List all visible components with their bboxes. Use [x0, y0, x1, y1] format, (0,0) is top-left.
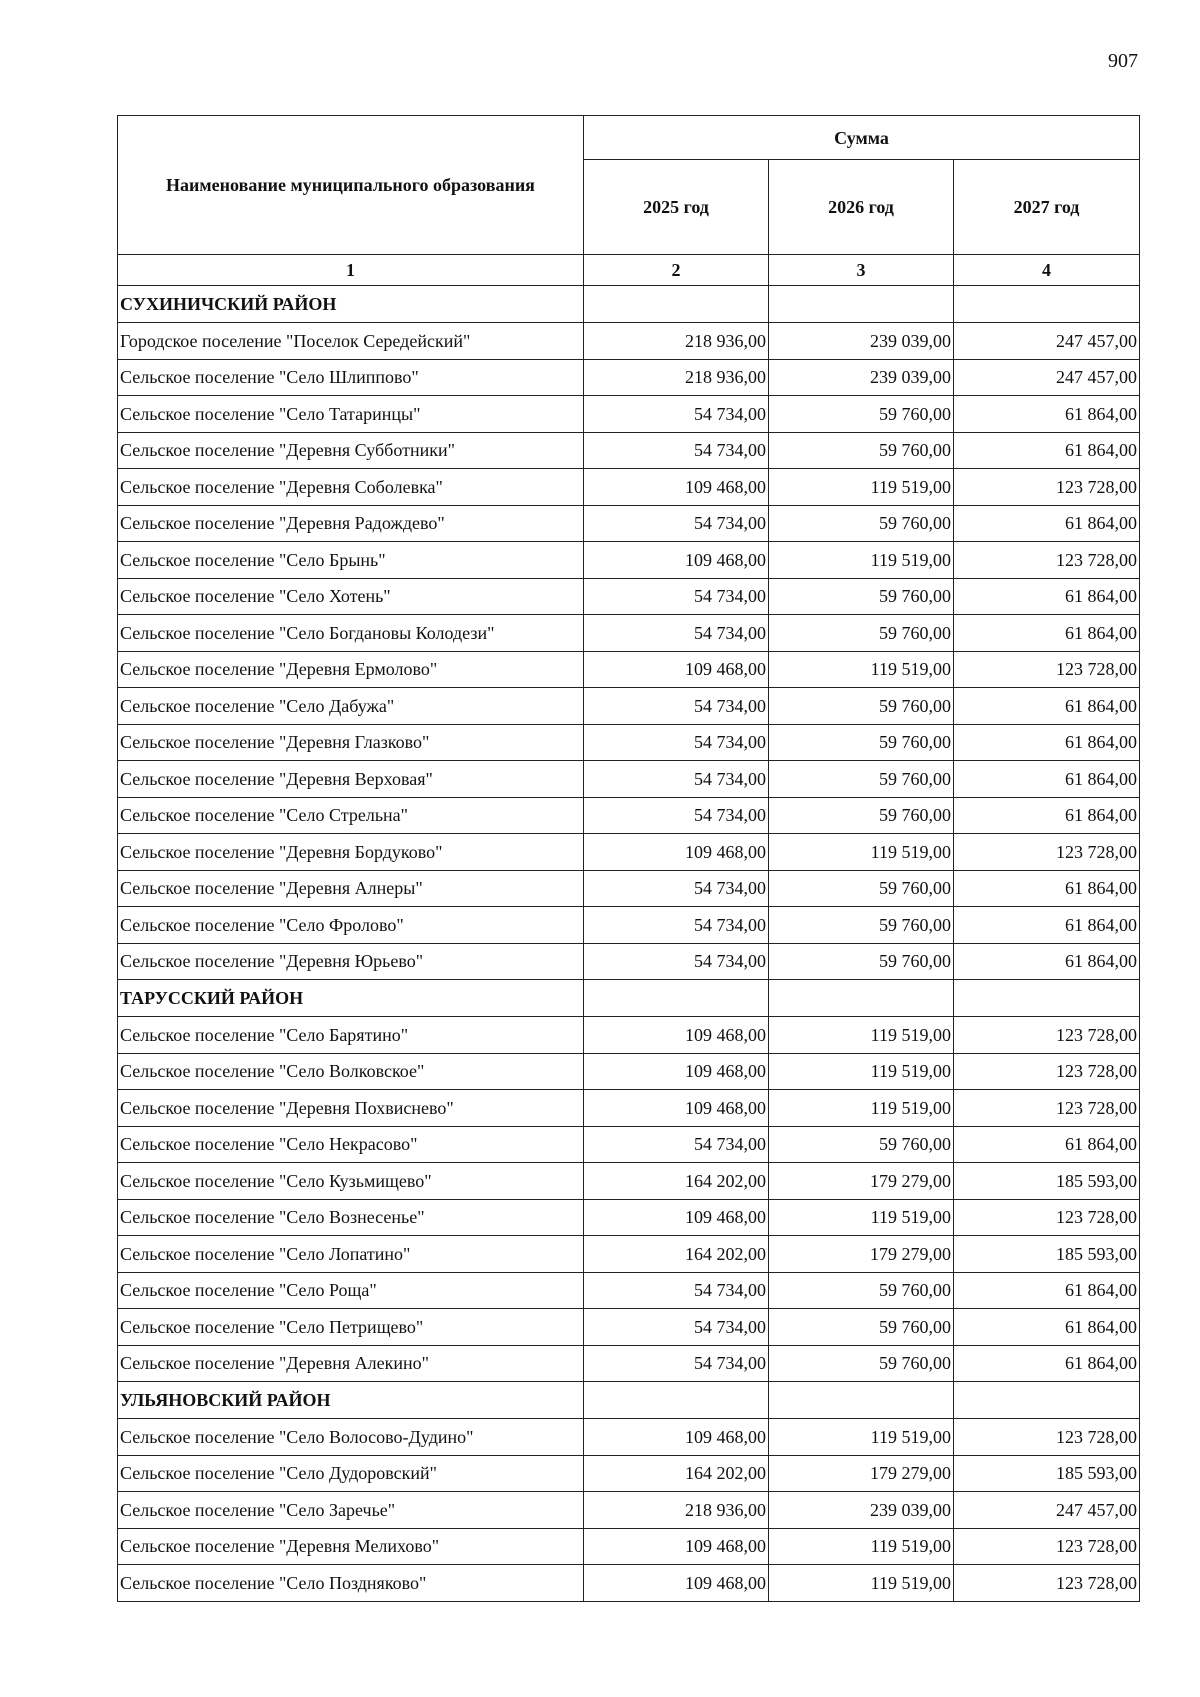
municipality-name: Сельское поселение "Село Заречье" — [118, 1492, 584, 1529]
header-year-2026: 2026 год — [769, 160, 954, 255]
municipality-name: Сельское поселение "Село Стрельна" — [118, 797, 584, 834]
amount-2027: 61 864,00 — [954, 615, 1140, 652]
municipality-name: Сельское поселение "Деревня Алнеры" — [118, 870, 584, 907]
municipality-name: Сельское поселение "Село Петрищево" — [118, 1309, 584, 1346]
municipality-name: Сельское поселение "Село Вознесенье" — [118, 1199, 584, 1236]
table-row — [118, 1528, 1140, 1565]
table-row — [118, 1163, 1140, 1200]
header-year-2027: 2027 год — [954, 160, 1140, 255]
table-row — [118, 1053, 1140, 1090]
municipality-name: Сельское поселение "Село Барятино" — [118, 1017, 584, 1054]
amount-2026: 119 519,00 — [769, 1528, 954, 1565]
amount-2025: 164 202,00 — [584, 1163, 769, 1200]
amount-2026: 179 279,00 — [769, 1236, 954, 1273]
municipality-name: Сельское поселение "Деревня Радождево" — [118, 505, 584, 542]
table-row — [118, 615, 1140, 652]
amount-2025: 109 468,00 — [584, 651, 769, 688]
municipality-name: Сельское поселение "Деревня Ермолово" — [118, 651, 584, 688]
empty-cell — [584, 1382, 769, 1419]
district-row — [118, 980, 1140, 1017]
table-row — [118, 1419, 1140, 1456]
municipality-name: Городское поселение "Поселок Середейский" — [118, 323, 584, 360]
amount-2026: 119 519,00 — [769, 1053, 954, 1090]
column-number: 2 — [584, 255, 769, 286]
amount-2026: 59 760,00 — [769, 505, 954, 542]
header-municipality-name: Наименование муниципального образования — [118, 116, 584, 255]
amount-2025: 218 936,00 — [584, 1492, 769, 1529]
amount-2027: 123 728,00 — [954, 1090, 1140, 1127]
amount-2025: 54 734,00 — [584, 943, 769, 980]
amount-2027: 61 864,00 — [954, 1309, 1140, 1346]
table-row — [118, 1272, 1140, 1309]
amount-2027: 61 864,00 — [954, 432, 1140, 469]
table-row — [118, 1455, 1140, 1492]
amount-2027: 123 728,00 — [954, 1199, 1140, 1236]
amount-2025: 54 734,00 — [584, 1272, 769, 1309]
table-row — [118, 1199, 1140, 1236]
table-row — [118, 761, 1140, 798]
amount-2025: 54 734,00 — [584, 396, 769, 433]
municipality-name: Сельское поселение "Село Татаринцы" — [118, 396, 584, 433]
amount-2026: 179 279,00 — [769, 1163, 954, 1200]
amount-2025: 54 734,00 — [584, 615, 769, 652]
amount-2027: 185 593,00 — [954, 1455, 1140, 1492]
amount-2026: 119 519,00 — [769, 834, 954, 871]
municipality-name: Сельское поселение "Село Дудоровский" — [118, 1455, 584, 1492]
header-sum: Сумма — [584, 116, 1140, 160]
amount-2027: 61 864,00 — [954, 688, 1140, 725]
empty-cell — [769, 980, 954, 1017]
amount-2025: 54 734,00 — [584, 797, 769, 834]
amount-2025: 109 468,00 — [584, 469, 769, 506]
table-row — [118, 1236, 1140, 1273]
amount-2027: 61 864,00 — [954, 578, 1140, 615]
amount-2027: 123 728,00 — [954, 542, 1140, 579]
municipality-name: Сельское поселение "Село Лопатино" — [118, 1236, 584, 1273]
municipality-name: Сельское поселение "Деревня Глазково" — [118, 724, 584, 761]
amount-2025: 54 734,00 — [584, 688, 769, 725]
amount-2026: 59 760,00 — [769, 797, 954, 834]
amount-2025: 109 468,00 — [584, 1528, 769, 1565]
municipality-name: Сельское поселение "Деревня Верховая" — [118, 761, 584, 798]
district-name: ТАРУССКИЙ РАЙОН — [118, 980, 584, 1017]
municipality-name: Сельское поселение "Село Шлиппово" — [118, 359, 584, 396]
table-row — [118, 651, 1140, 688]
amount-2027: 61 864,00 — [954, 1126, 1140, 1163]
municipality-name: Сельское поселение "Деревня Бордуково" — [118, 834, 584, 871]
amount-2025: 164 202,00 — [584, 1236, 769, 1273]
amount-2025: 109 468,00 — [584, 1199, 769, 1236]
municipality-name: Сельское поселение "Село Дабужа" — [118, 688, 584, 725]
municipality-name: Сельское поселение "Село Роща" — [118, 1272, 584, 1309]
amount-2027: 61 864,00 — [954, 870, 1140, 907]
empty-cell — [584, 286, 769, 323]
amount-2027: 61 864,00 — [954, 505, 1140, 542]
empty-cell — [769, 286, 954, 323]
municipality-name: Сельское поселение "Село Волосово-Дудино" — [118, 1419, 584, 1456]
amount-2026: 239 039,00 — [769, 1492, 954, 1529]
municipality-name: Сельское поселение "Деревня Юрьево" — [118, 943, 584, 980]
amount-2025: 109 468,00 — [584, 1090, 769, 1127]
amount-2026: 59 760,00 — [769, 1126, 954, 1163]
table-row — [118, 1126, 1140, 1163]
amount-2027: 247 457,00 — [954, 359, 1140, 396]
amount-2027: 61 864,00 — [954, 797, 1140, 834]
amount-2027: 123 728,00 — [954, 1528, 1140, 1565]
amount-2027: 185 593,00 — [954, 1236, 1140, 1273]
amount-2026: 59 760,00 — [769, 1345, 954, 1382]
amount-2025: 54 734,00 — [584, 1345, 769, 1382]
table-row — [118, 396, 1140, 433]
amount-2027: 61 864,00 — [954, 761, 1140, 798]
table-row — [118, 1492, 1140, 1529]
amount-2027: 61 864,00 — [954, 943, 1140, 980]
empty-cell — [954, 1382, 1140, 1419]
amount-2026: 59 760,00 — [769, 615, 954, 652]
table-row — [118, 432, 1140, 469]
column-number: 4 — [954, 255, 1140, 286]
amount-2025: 109 468,00 — [584, 1565, 769, 1602]
empty-cell — [769, 1382, 954, 1419]
table-row — [118, 469, 1140, 506]
municipality-name: Сельское поселение "Деревня Алекино" — [118, 1345, 584, 1382]
empty-cell — [954, 980, 1140, 1017]
amount-2026: 59 760,00 — [769, 688, 954, 725]
amount-2026: 119 519,00 — [769, 542, 954, 579]
amount-2027: 247 457,00 — [954, 323, 1140, 360]
amount-2026: 59 760,00 — [769, 907, 954, 944]
amount-2026: 239 039,00 — [769, 323, 954, 360]
amount-2026: 179 279,00 — [769, 1455, 954, 1492]
district-name: УЛЬЯНОВСКИЙ РАЙОН — [118, 1382, 584, 1419]
header-year-2025: 2025 год — [584, 160, 769, 255]
amount-2027: 123 728,00 — [954, 1053, 1140, 1090]
municipality-name: Сельское поселение "Деревня Мелихово" — [118, 1528, 584, 1565]
table-row — [118, 870, 1140, 907]
amount-2027: 185 593,00 — [954, 1163, 1140, 1200]
amount-2025: 54 734,00 — [584, 761, 769, 798]
page-number: 907 — [1108, 50, 1138, 72]
table-row — [118, 1017, 1140, 1054]
amount-2026: 59 760,00 — [769, 761, 954, 798]
amount-2025: 218 936,00 — [584, 323, 769, 360]
amount-2025: 109 468,00 — [584, 1017, 769, 1054]
amount-2026: 119 519,00 — [769, 1419, 954, 1456]
table-row — [118, 943, 1140, 980]
amount-2026: 119 519,00 — [769, 1090, 954, 1127]
amount-2026: 119 519,00 — [769, 1017, 954, 1054]
table-row — [118, 359, 1140, 396]
district-row — [118, 286, 1140, 323]
amount-2027: 123 728,00 — [954, 1565, 1140, 1602]
amount-2026: 59 760,00 — [769, 432, 954, 469]
municipality-name: Сельское поселение "Село Брынь" — [118, 542, 584, 579]
amount-2027: 123 728,00 — [954, 1419, 1140, 1456]
amount-2025: 109 468,00 — [584, 542, 769, 579]
amount-2027: 123 728,00 — [954, 834, 1140, 871]
amount-2027: 61 864,00 — [954, 907, 1140, 944]
amount-2025: 54 734,00 — [584, 870, 769, 907]
table-row — [118, 688, 1140, 725]
table-row — [118, 834, 1140, 871]
amount-2026: 119 519,00 — [769, 469, 954, 506]
amount-2025: 54 734,00 — [584, 432, 769, 469]
table-row — [118, 1565, 1140, 1602]
table-row — [118, 1345, 1140, 1382]
amount-2027: 123 728,00 — [954, 469, 1140, 506]
table-row — [118, 907, 1140, 944]
amount-2026: 59 760,00 — [769, 578, 954, 615]
budget-table — [117, 115, 1140, 1602]
amount-2027: 61 864,00 — [954, 724, 1140, 761]
table-row — [118, 578, 1140, 615]
amount-2026: 59 760,00 — [769, 396, 954, 433]
municipality-name: Сельское поселение "Село Хотень" — [118, 578, 584, 615]
amount-2027: 123 728,00 — [954, 1017, 1140, 1054]
amount-2026: 59 760,00 — [769, 724, 954, 761]
amount-2025: 109 468,00 — [584, 834, 769, 871]
table-header — [118, 116, 1140, 286]
table-row — [118, 542, 1140, 579]
amount-2026: 239 039,00 — [769, 359, 954, 396]
amount-2025: 109 468,00 — [584, 1053, 769, 1090]
amount-2025: 54 734,00 — [584, 907, 769, 944]
amount-2025: 164 202,00 — [584, 1455, 769, 1492]
table-row — [118, 505, 1140, 542]
municipality-name: Сельское поселение "Деревня Субботники" — [118, 432, 584, 469]
amount-2026: 59 760,00 — [769, 943, 954, 980]
column-number: 3 — [769, 255, 954, 286]
amount-2027: 247 457,00 — [954, 1492, 1140, 1529]
amount-2025: 54 734,00 — [584, 1309, 769, 1346]
municipality-name: Сельское поселение "Село Некрасово" — [118, 1126, 584, 1163]
table-row — [118, 724, 1140, 761]
table-row — [118, 323, 1140, 360]
amount-2025: 109 468,00 — [584, 1419, 769, 1456]
column-number: 1 — [118, 255, 584, 286]
amount-2026: 119 519,00 — [769, 1565, 954, 1602]
municipality-name: Сельское поселение "Село Фролово" — [118, 907, 584, 944]
district-row — [118, 1382, 1140, 1419]
municipality-name: Сельское поселение "Деревня Похвиснево" — [118, 1090, 584, 1127]
column-number-row — [118, 255, 1140, 286]
municipality-name: Сельское поселение "Деревня Соболевка" — [118, 469, 584, 506]
amount-2026: 119 519,00 — [769, 1199, 954, 1236]
amount-2025: 54 734,00 — [584, 724, 769, 761]
municipality-name: Сельское поселение "Село Поздняково" — [118, 1565, 584, 1602]
empty-cell — [954, 286, 1140, 323]
amount-2026: 59 760,00 — [769, 1309, 954, 1346]
amount-2025: 54 734,00 — [584, 1126, 769, 1163]
empty-cell — [584, 980, 769, 1017]
amount-2026: 59 760,00 — [769, 870, 954, 907]
amount-2026: 119 519,00 — [769, 651, 954, 688]
amount-2027: 61 864,00 — [954, 1272, 1140, 1309]
table-row — [118, 1309, 1140, 1346]
amount-2027: 61 864,00 — [954, 1345, 1140, 1382]
amount-2025: 218 936,00 — [584, 359, 769, 396]
municipality-name: Сельское поселение "Село Волковское" — [118, 1053, 584, 1090]
amount-2027: 61 864,00 — [954, 396, 1140, 433]
municipality-name: Сельское поселение "Село Богдановы Колодези" — [118, 615, 584, 652]
amount-2025: 54 734,00 — [584, 578, 769, 615]
table-body — [118, 286, 1140, 1602]
district-name: СУХИНИЧСКИЙ РАЙОН — [118, 286, 584, 323]
municipality-name: Сельское поселение "Село Кузьмищево" — [118, 1163, 584, 1200]
amount-2027: 123 728,00 — [954, 651, 1140, 688]
table-row — [118, 797, 1140, 834]
table-row — [118, 1090, 1140, 1127]
amount-2026: 59 760,00 — [769, 1272, 954, 1309]
amount-2025: 54 734,00 — [584, 505, 769, 542]
